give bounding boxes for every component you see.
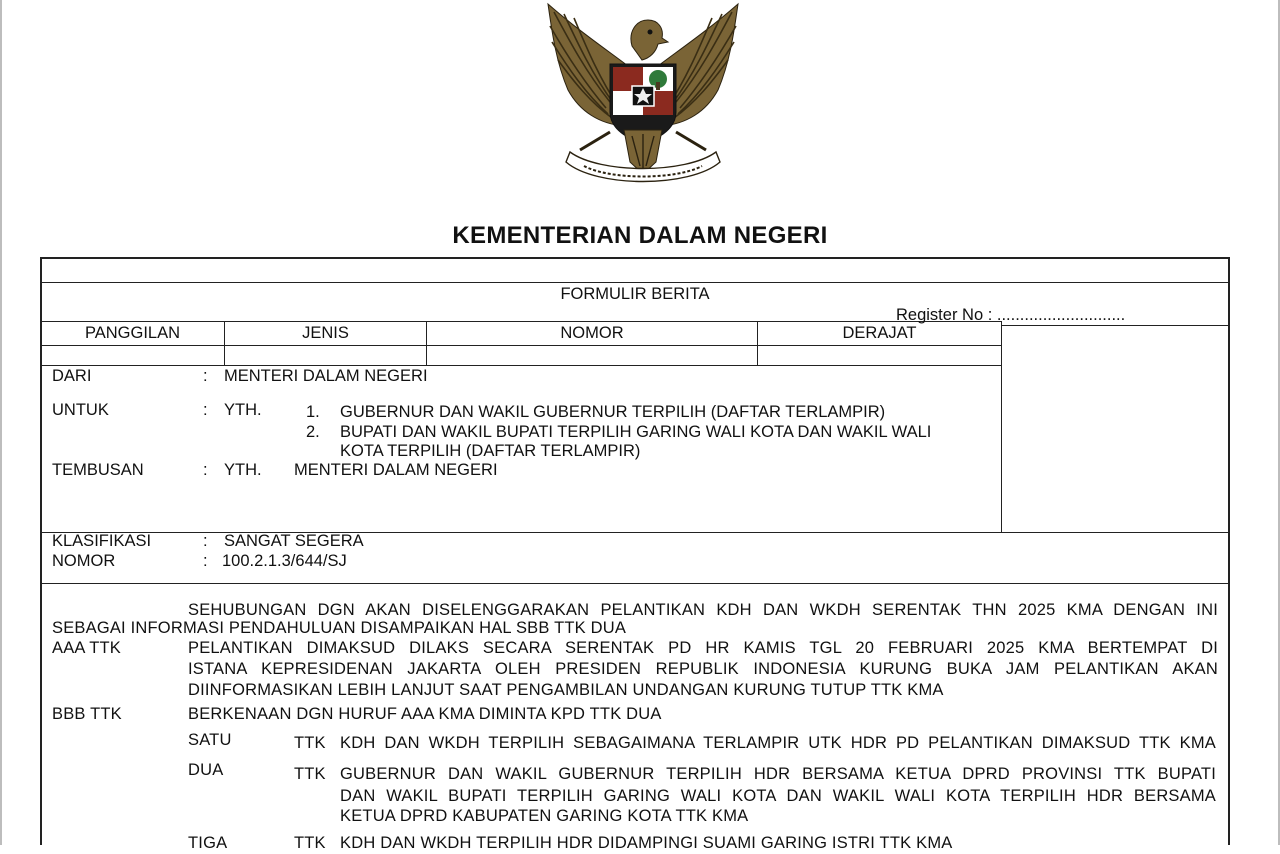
section-aaa-line: DIINFORMASIKAN LEBIH LANJUT SAAT PENGAMBILAN UNDANGAN KURUNG TUTUP TTK KMA — [188, 681, 944, 699]
dari-separator: : — [203, 367, 208, 385]
item-satu-ttk: TTK — [294, 734, 326, 752]
body-intro-line: SEHUBUNGAN DGN AKAN DISELENGGARAKAN PELANTIKAN KDH DAN WKDH SERENTAK THN 2025 KMA DENGAN INI — [188, 601, 1218, 619]
item-satu-label: SATU — [188, 731, 232, 749]
tembusan-separator: : — [203, 461, 208, 479]
tembusan-value: MENTERI DALAM NEGERI — [294, 461, 498, 479]
register-number: Register No : ............................ — [896, 306, 1126, 324]
nomor-separator: : — [203, 552, 208, 570]
item-dua-ttk: TTK — [294, 765, 326, 783]
item-tiga-ttk: TTK — [294, 834, 326, 852]
nomor-label: NOMOR — [52, 552, 116, 570]
ministry-title: KEMENTERIAN DALAM NEGERI — [452, 222, 828, 249]
item-tiga-line: KDH DAN WKDH TERPILIH HDR DIDAMPINGI SUAMI GARING ISTRI TTK KMA — [340, 834, 953, 852]
untuk-item-text: BUPATI DAN WAKIL BUPATI TERPILIH GARING WALI KOTA DAN WAKIL WALI — [340, 423, 932, 441]
column-header-panggilan: PANGGILAN — [84, 324, 181, 342]
klasifikasi-separator: : — [203, 532, 208, 550]
dari-label: DARI — [52, 367, 92, 385]
untuk-item-text: GUBERNUR DAN WAKIL GUBERNUR TERPILIH (DAFTAR TERLAMPIR) — [340, 403, 886, 421]
column-header-jenis: JENIS — [302, 324, 349, 342]
page-edge-left — [0, 0, 2, 845]
section-bbb-text: BERKENAAN DGN HURUF AAA KMA DIMINTA KPD TTK DUA — [188, 705, 662, 723]
item-dua-line: DAN WAKIL BUPATI TERPILIH GARING WALI KOTA DAN WAKIL WALI KOTA TERPILIH HDR BERSAMA — [340, 787, 1216, 805]
untuk-item-text: KOTA TERPILIH (DAFTAR TERLAMPIR) — [340, 442, 641, 460]
form-rule-2 — [40, 321, 1002, 322]
garuda-emblem — [540, 2, 745, 192]
klasifikasi-value: SANGAT SEGERA — [224, 532, 364, 550]
section-aaa-line: PELANTIKAN DIMAKSUD DILAKS SECARA SERENTAK PD HR KAMIS TGL 20 FEBRUARI 2025 KMA BERTEMPAT DI — [188, 639, 1218, 657]
untuk-separator: : — [203, 401, 208, 419]
form-rule-3 — [40, 345, 1002, 346]
item-dua-line: KETUA DPRD KABUPATEN GARING KOTA TTK KMA — [340, 807, 749, 825]
form-border-top — [40, 257, 1230, 259]
dari-value: MENTERI DALAM NEGERI — [224, 367, 428, 385]
form-title: FORMULIR BERITA — [560, 285, 710, 303]
form-divider-v — [1001, 321, 1002, 533]
form-rule-6 — [40, 532, 1230, 533]
section-aaa-label: AAA TTK — [52, 639, 121, 657]
form-border-right — [1228, 257, 1230, 845]
nomor-value: 100.2.1.3/644/SJ — [222, 552, 347, 570]
item-tiga-label: TIGA — [188, 834, 228, 852]
form-rule-1 — [40, 282, 1230, 283]
untuk-label: UNTUK — [52, 401, 109, 419]
item-satu-line: KDH DAN WKDH TERPILIH SEBAGAIMANA TERLAMPIR UTK HDR PD PELANTIKAN DIMAKSUD TTK KMA — [340, 734, 1216, 752]
klasifikasi-label: KLASIFIKASI — [52, 532, 152, 550]
untuk-item-number: 2. — [306, 423, 320, 441]
tembusan-label: TEMBUSAN — [52, 461, 144, 479]
body-intro-line: SEBAGAI INFORMASI PENDAHULUAN DISAMPAIKAN HAL SBB TTK DUA — [52, 619, 627, 637]
column-header-derajat: DERAJAT — [842, 324, 917, 342]
item-dua-line: GUBERNUR DAN WAKIL GUBERNUR TERPILIH HDR BERSAMA KETUA DPRD PROVINSI TTK BUPATI — [340, 765, 1216, 783]
form-rule-4 — [40, 365, 1002, 366]
column-header-nomor: NOMOR — [560, 324, 624, 342]
untuk-yth: YTH. — [224, 401, 262, 419]
form-rule-7 — [40, 583, 1230, 584]
untuk-item-number: 1. — [306, 403, 320, 421]
form-rule-5 — [1002, 325, 1230, 326]
section-aaa-line: ISTANA KEPRESIDENAN JAKARTA OLEH PRESIDEN REPUBLIK INDONESIA KURUNG BUKA JAM PELANTIKAN AKAN — [188, 660, 1218, 678]
section-bbb-label: BBB TTK — [52, 705, 122, 723]
tembusan-yth: YTH. — [224, 461, 262, 479]
item-dua-label: DUA — [188, 761, 224, 779]
